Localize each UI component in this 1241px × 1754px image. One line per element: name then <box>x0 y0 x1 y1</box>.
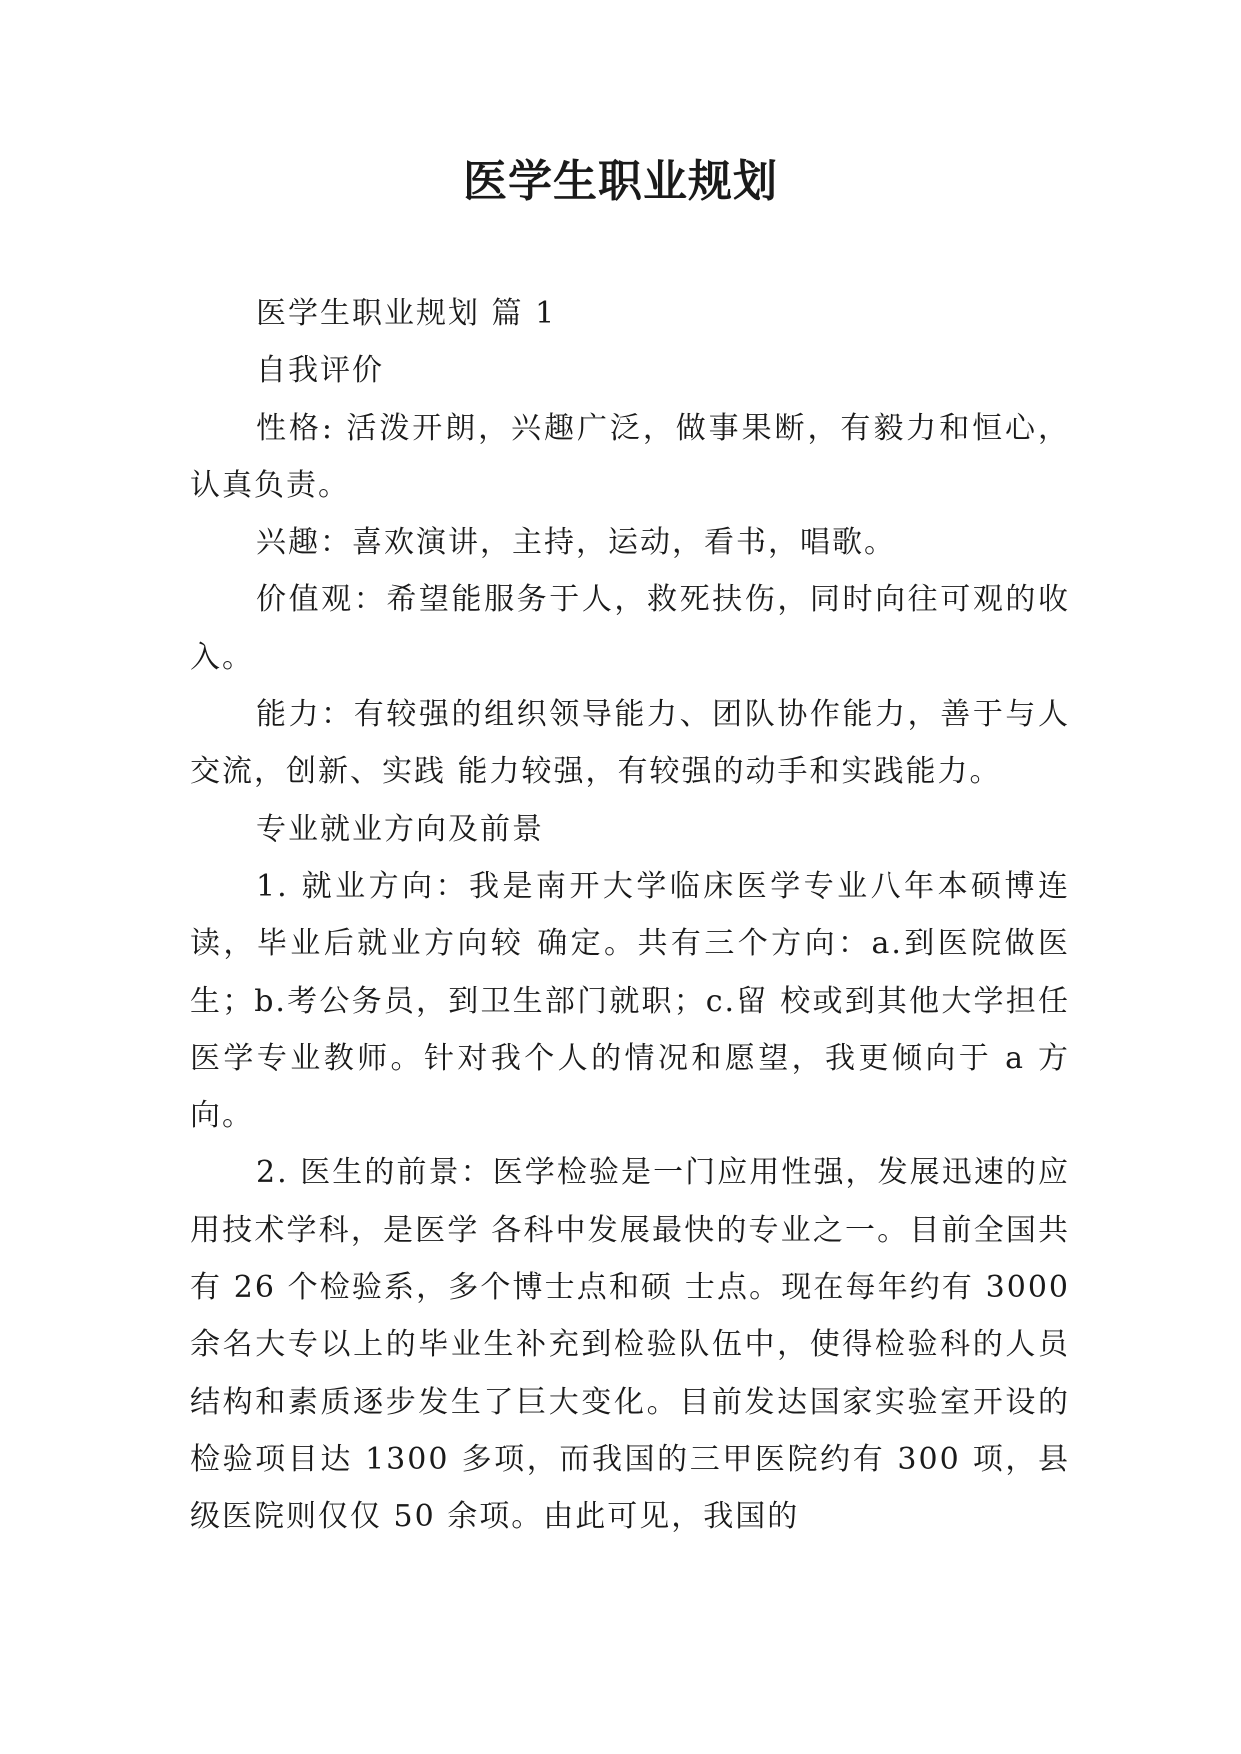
paragraph-interests: 兴趣：喜欢演讲，主持，运动，看书，唱歌。 <box>256 525 896 561</box>
section-heading: 医学生职业规划 篇 1 <box>256 296 557 331</box>
paragraph-doctor-prospects: 2. 医生的前景：医学检验是一门应用性强，发展迅速的应用技术学科，是医学 各科中发展最快的专业之一。目前全国共有 26 个检验系，多个博士点和硕 士点。现在每年约有 3000 余名大专以上的毕业生补充到检验队伍中，使得检验科的人员结构和素质逐步发生了巨大变化。目前发达国家实验室开设的 检验项目达 1300 多项，而我国的三甲医院约有 300 项，县级医院则仅仅 50 余项。由此可见，我国的 <box>190 1155 1070 1535</box>
document-title: 医学生职业规划 <box>463 156 778 207</box>
paragraph-values: 价值观：希望能服务于人，救死扶伤，同时向往可观的收入。 <box>190 582 1070 675</box>
subheading-career-direction: 专业就业方向及前景 <box>256 811 544 847</box>
paragraph-personality: 性格: 活泼开朗，兴趣广泛，做事果断，有毅力和恒心，认真负责。 <box>190 410 1070 503</box>
paragraph-employment-direction: 1. 就业方向：我是南开大学临床医学专业八年本硕博连读，毕业后就业方向较 确定。共有三个方向：a.到医院做医生；b.考公务员，到卫生部门就职；c.留 校或到其他大学担任医学专业教师。针对我个人的情况和愿望，我更倾向于 a 方向。 <box>190 868 1070 1134</box>
subheading-self-evaluation: 自我评价 <box>256 353 384 389</box>
document-body <box>190 285 1070 1546</box>
paragraph-abilities: 能力：有较强的组织领导能力、团队协作能力，善于与人交流，创新、实践 能力较强，有较强的动手和实践能力。 <box>190 697 1070 790</box>
